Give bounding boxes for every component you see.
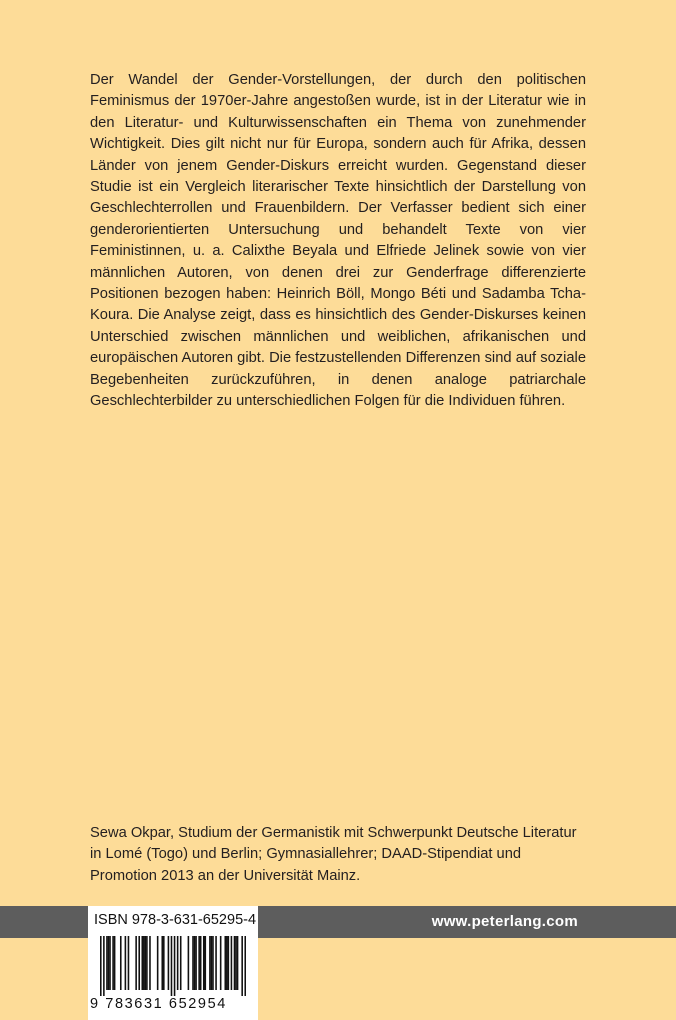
- barcode-bar: [157, 936, 159, 990]
- barcode-bar: [234, 936, 236, 990]
- barcode-bar: [149, 936, 151, 990]
- barcode-bar: [168, 936, 170, 990]
- author-bio: Sewa Okpar, Studium der Germanistik mit Schwerpunkt Deutsche Literatur in Lomé (Togo) und Berlin; Gymnasiallehrer; DAAD-Stipendiat und Promotion 2013 an der Universität Mainz.: [90, 825, 577, 884]
- barcode-bar: [244, 936, 246, 996]
- barcode-bar: [109, 936, 111, 990]
- barcode-bar: [194, 936, 196, 990]
- isbn-barcode-box: [88, 906, 258, 1020]
- barcode-digits: 9 783631 652954: [90, 996, 227, 1012]
- barcode-bar: [163, 936, 165, 990]
- barcode-bar: [143, 936, 145, 990]
- barcode-bar: [120, 936, 122, 990]
- barcode-bar: [174, 936, 176, 996]
- barcode-bar: [108, 936, 110, 990]
- barcode-bar: [211, 936, 213, 990]
- barcode-bar: [171, 936, 173, 996]
- barcode-bar: [146, 936, 148, 990]
- barcode-bar: [198, 936, 200, 990]
- barcode-bar: [241, 936, 243, 996]
- barcode-bar: [200, 936, 202, 990]
- barcode-bar: [228, 936, 230, 990]
- barcode-bar: [192, 936, 194, 990]
- back-cover-blurb: Der Wandel der Gender-Vorstellungen, der durch den politischen Feminismus der 1970er-Jahre angestoßen wurde, ist in der Literatur wie in den Literatur- und Kulturwissenschaften ein Thema von zunehmender Wichtigkeit. Dies gilt nicht nur für Europa, sondern auch für Afrika, dessen Länder von jenem Gender-Diskurs erreicht wurden. Gegenstand dieser Studie ist ein Vergleich literarischer Texte hinsichtlich der Darstellung von Geschlechterrollen und Frauenbildern. Der Verfasser bedient sich einer genderorientierten Untersuchung und behandelt Texte von vier Feministinnen, u. a. Calixthe Beyala und Elfriede Jelinek sowie von vier männlichen Autoren, von denen drei zur Genderfrage differenzierte Positionen bezogen haben: Heinrich Böll, Mongo Béti und Sadamba Tcha-Koura. Die Analyse zeigt, dass es hinsichtlich des Gender-Diskurses keinen Unterschied zwischen männlichen und weiblichen, afrikanischen und europäischen Autoren gibt. Die festzustellenden Differenzen sind auf soziale Begebenheiten zurückzuführen, in denen analoge patriarchale Geschlechterbilder zu unterschiedlichen Folgen für die Individuen führen.: [90, 72, 586, 410]
- barcode-bar: [145, 936, 147, 990]
- barcode-bar: [235, 936, 237, 990]
- barcode-bar: [205, 936, 207, 990]
- isbn-label: ISBN 978-3-631-65295-4: [94, 912, 257, 928]
- barcode-bar: [237, 936, 239, 990]
- publisher-url: www.peterlang.com: [431, 913, 578, 930]
- barcode-graphic: [100, 936, 246, 996]
- barcode-bar: [125, 936, 127, 990]
- barcode-bar: [203, 936, 205, 990]
- barcode-bar: [180, 936, 182, 990]
- barcode-bar: [112, 936, 114, 990]
- barcode-bar: [209, 936, 211, 990]
- barcode-bar: [128, 936, 130, 990]
- barcode-bar: [141, 936, 143, 990]
- barcode-bar: [188, 936, 190, 990]
- barcode-bar: [114, 936, 116, 990]
- barcode-bar: [106, 936, 108, 990]
- barcode-bar: [135, 936, 137, 990]
- barcode-bar: [212, 936, 214, 990]
- barcode-bar: [215, 936, 217, 990]
- barcode-bar: [100, 936, 102, 996]
- barcode-bar: [231, 936, 233, 990]
- barcode-bar: [224, 936, 226, 990]
- barcode-bar: [220, 936, 222, 990]
- barcode-bar: [161, 936, 163, 990]
- barcode-bar: [226, 936, 228, 990]
- barcode-bar: [195, 936, 197, 990]
- barcode-bar: [103, 936, 105, 996]
- barcode-bar: [138, 936, 140, 990]
- barcode-bar: [177, 936, 179, 990]
